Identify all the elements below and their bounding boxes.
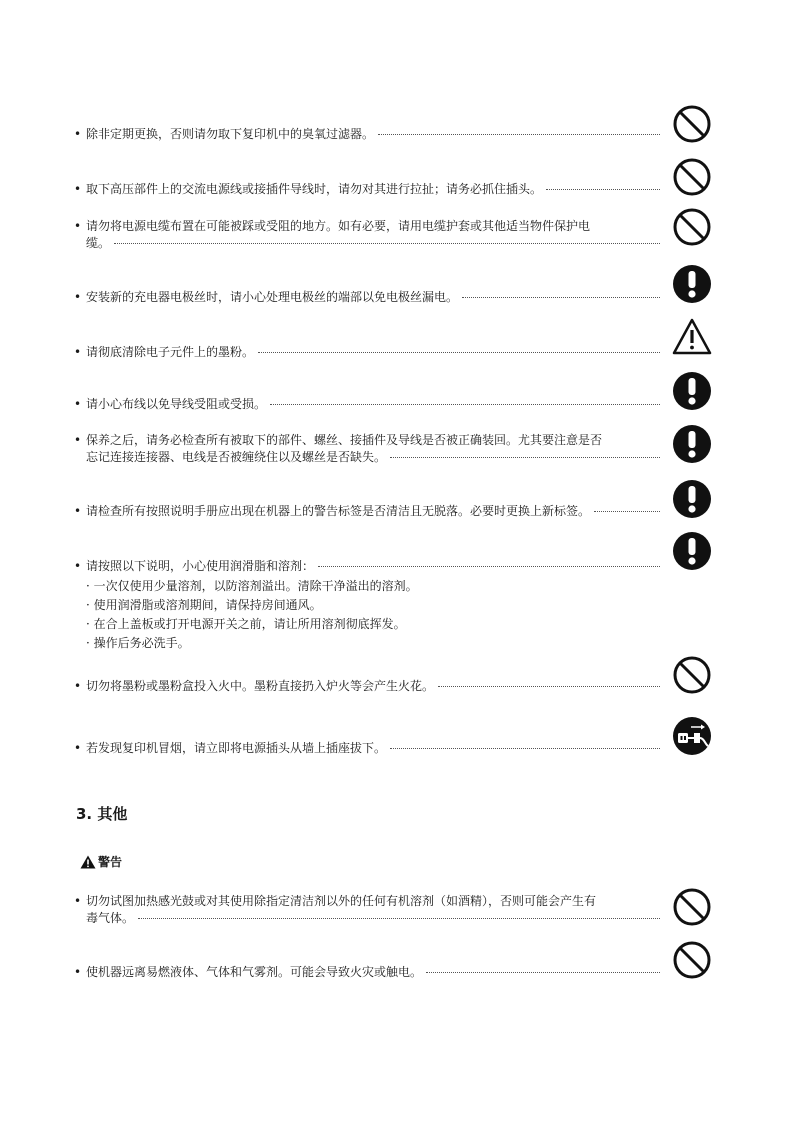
list-item: • 请按照以下说明，小心使用润滑脂和溶剂： · 一次仅使用少量溶剂，以防溶剂溢出。清除干净溢出的溶剂。 · 使用润滑脂或溶剂期间，请保持房间通风。 · 在合上盖板或打开电源开关之前，请让所用溶剂彻底挥发。 · 操作后务必洗手。 [74,558,660,653]
bullet: • [74,504,82,518]
warning-label [80,853,122,870]
section-title: 3. 其他 [76,805,128,823]
list-item: • 请小心布线以免导线受阻或受损。 [74,396,660,413]
caution-triangle-icon [672,317,712,357]
bullet: • [74,345,82,359]
prohibition-icon [672,655,712,695]
bullet: • [74,219,82,233]
bullet: • [74,127,82,141]
mandatory-icon [672,371,712,411]
bullet: • [74,741,82,755]
bullet: • [74,679,82,693]
list-item: • 若发现复印机冒烟，请立即将电源插头从墙上插座拔下。 [74,740,660,757]
list-item: • 切勿将墨粉或墨粉盒投入火中。墨粉直接扔入炉火等会产生火花。 [74,678,660,695]
prohibition-icon [672,887,712,927]
list-item: • 请勿将电源电缆布置在可能被踩或受阻的地方。如有必要，请用电缆护套或其他适当物件保护电 缆。 [74,218,660,252]
list-item: • 切勿试图加热感光鼓或对其使用除指定清洁剂以外的任何有机溶剂（如酒精），否则可能会产生有 毒气体。 [74,893,660,927]
bullet: • [74,182,82,196]
warning-text: 警告 [98,855,123,869]
sub-item: · 一次仅使用少量溶剂，以防溶剂溢出。清除干净溢出的溶剂。 [86,579,418,593]
sub-item: · 操作后务必洗手。 [86,636,190,650]
bullet: • [74,433,82,447]
unplug-icon [672,716,712,756]
sub-item: · 在合上盖板或打开电源开关之前，请让所用溶剂彻底挥发。 [86,617,406,631]
list-item: • 保养之后，请务必检查所有被取下的部件、螺丝、接插件及导线是否被正确装回。尤其要注意是否 忘记连接连接器、电线是否被缠绕住以及螺丝是否缺失。 [74,432,660,466]
mandatory-icon [672,479,712,519]
prohibition-icon [672,207,712,247]
bullet: • [74,894,82,908]
list-item: • 除非定期更换，否则请勿取下复印机中的臭氧过滤器。 [74,126,660,143]
mandatory-icon [672,424,712,464]
sub-item: · 使用润滑脂或溶剂期间，请保持房间通风。 [86,598,322,612]
list-item: • 使机器远离易燃液体、气体和气雾剂。可能会导致火灾或触电。 [74,964,660,981]
bullet: • [74,559,82,573]
list-item: • 请检查所有按照说明手册应出现在机器上的警告标签是否清洁且无脱落。必要时更换上新标签。 [74,503,660,520]
bullet: • [74,965,82,979]
mandatory-icon [672,264,712,304]
warning-triangle-icon [80,855,96,869]
mandatory-icon [672,531,712,571]
bullet: • [74,397,82,411]
list-item: • 安装新的充电器电极丝时，请小心处理电极丝的端部以免电极丝漏电。 [74,289,660,306]
list-item: • 取下高压部件上的交流电源线或接插件导线时，请勿对其进行拉扯；请务必抓住插头。 [74,181,660,198]
prohibition-icon [672,157,712,197]
list-item: • 请彻底清除电子元件上的墨粉。 [74,344,660,361]
prohibition-icon [672,104,712,144]
bullet: • [74,290,82,304]
prohibition-icon [672,940,712,980]
